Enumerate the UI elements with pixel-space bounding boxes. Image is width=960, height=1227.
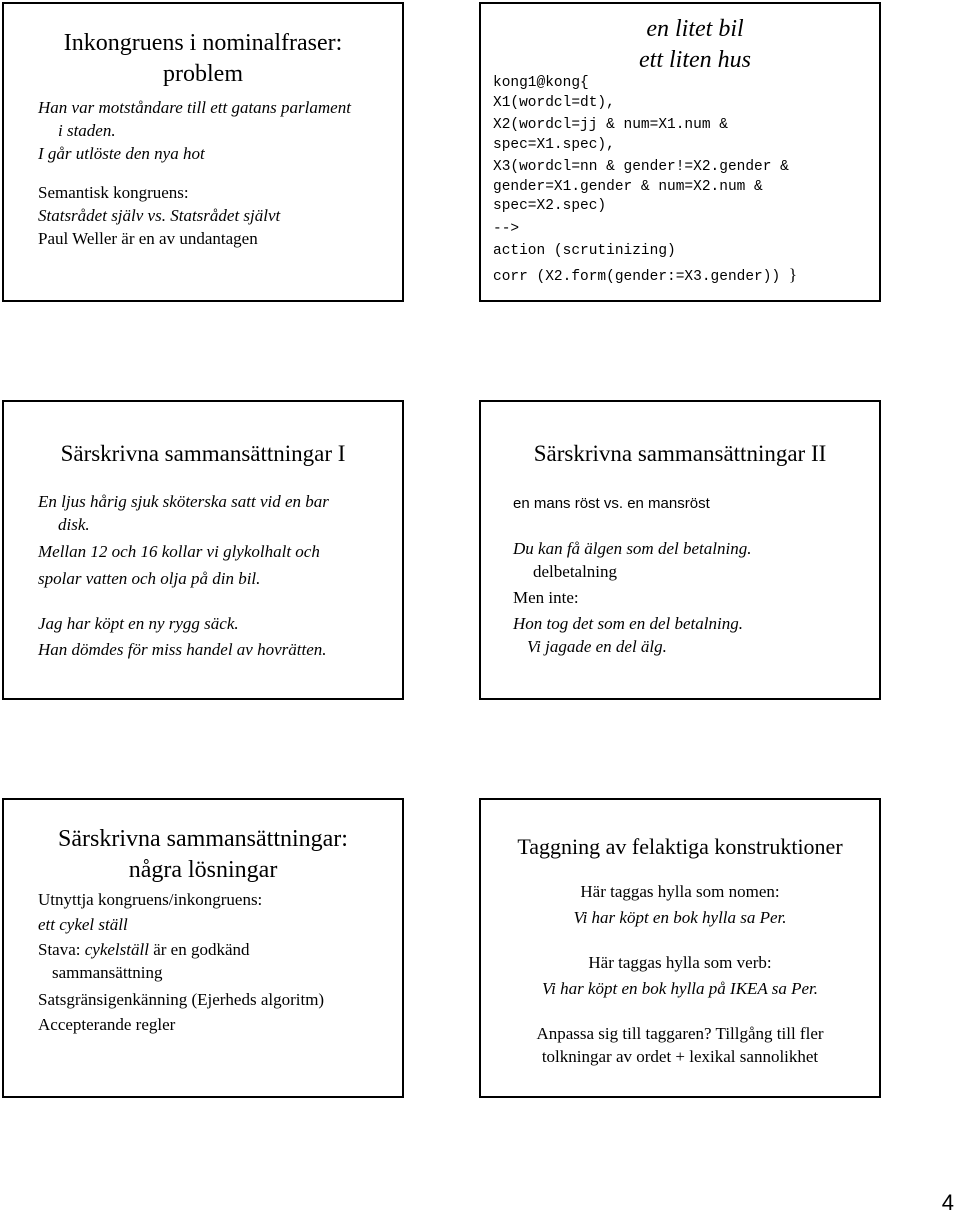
example-line: En ljus hårig sjuk sköterska satt vid en bar bbox=[38, 492, 329, 511]
example-line: Du kan få älgen som del betalning. bbox=[513, 539, 752, 558]
code-line: --> bbox=[493, 220, 520, 237]
text-line: Paul Weller är en av undantagen bbox=[38, 229, 258, 248]
slide-body bbox=[513, 492, 873, 658]
slide-title: Taggning av felaktiga konstruktioner bbox=[517, 834, 843, 859]
text-line: Satsgränsigenkänning (Ejerheds algoritm) bbox=[38, 990, 325, 1009]
code-block bbox=[493, 74, 873, 287]
text-line: Här taggas hylla som nomen: bbox=[580, 882, 780, 901]
text-line: Accepterande regler bbox=[38, 1015, 176, 1034]
slide-sarskrivna-1 bbox=[2, 400, 404, 700]
code-line: kong1@kong{ bbox=[493, 75, 589, 91]
slide-sarskrivna-losningar bbox=[2, 798, 404, 1098]
example-line: Han dömdes för miss handel av hovrätten. bbox=[38, 640, 327, 659]
slide-sarskrivna-2 bbox=[479, 400, 881, 700]
slide-title: Särskrivna sammansättningar: några lösningar bbox=[58, 826, 348, 883]
slide-taggning bbox=[479, 798, 881, 1098]
example-line: Han var motståndare till ett gatans parlament bbox=[38, 98, 351, 117]
code-line: action (scrutinizing) bbox=[493, 243, 676, 259]
example-line: Vi har köpt en bok hylla på IKEA sa Per. bbox=[541, 979, 819, 998]
slide-title: Särskrivna sammansättningar I bbox=[60, 441, 346, 466]
text-line: Semantisk kongruens: bbox=[38, 183, 189, 202]
code-line: corr (X2.form(gender:=X3.gender)) } bbox=[493, 264, 798, 285]
text-line: delbetalning bbox=[533, 562, 618, 581]
slide-inkongruens-problem bbox=[2, 2, 404, 302]
example-line: Statsrådet själv vs. Statsrådet självt bbox=[38, 206, 281, 225]
example-line: Mellan 12 och 16 kollar vi glykolhalt och bbox=[38, 542, 320, 561]
example-line: i staden. bbox=[58, 121, 116, 140]
code-line: X2(wordcl=jj & num=X1.num & bbox=[493, 117, 728, 133]
slide-title: Inkongruens i nominalfraser: problem bbox=[63, 30, 343, 87]
text-line: Anpassa sig till taggaren? Tillgång till fler bbox=[536, 1024, 824, 1043]
slide-body bbox=[481, 880, 879, 1068]
code-line: spec=X2.spec) bbox=[493, 198, 607, 214]
text-line: Här taggas hylla som verb: bbox=[588, 953, 772, 972]
example-line: spolar vatten och olja på din bil. bbox=[38, 569, 261, 588]
text-line: Men inte: bbox=[513, 588, 579, 607]
example-line: Vi jagade en del älg. bbox=[527, 637, 667, 656]
text-line: en mans röst vs. en mansröst bbox=[513, 495, 710, 512]
code-line: spec=X1.spec), bbox=[493, 136, 615, 153]
page-number: 4 bbox=[941, 1190, 954, 1215]
closing-brace: } bbox=[788, 264, 798, 284]
slide-body bbox=[38, 490, 398, 661]
example-line: Hon tog det som en del betalning. bbox=[513, 614, 743, 633]
text-line: Stava: cykelställ är en godkänd bbox=[38, 940, 250, 959]
text-line: sammansättning bbox=[52, 963, 163, 982]
code-line: gender=X1.gender & num=X2.num & bbox=[493, 178, 763, 195]
slide-body bbox=[38, 888, 398, 1036]
example-line: I går utlöste den nya hot bbox=[38, 144, 205, 163]
text-line: tolkningar av ordet + lexikal sannolikhet bbox=[541, 1047, 819, 1066]
example-line: Vi har köpt en bok hylla sa Per. bbox=[573, 908, 787, 927]
code-line: X3(wordcl=nn & gender!=X2.gender & bbox=[493, 159, 789, 175]
slide-kong-rule bbox=[479, 2, 881, 302]
slide-body bbox=[38, 96, 398, 250]
slide-title: en litet bil ett liten hus bbox=[639, 16, 751, 73]
text-line: Utnyttja kongruens/inkongruens: bbox=[38, 890, 263, 909]
code-line: X1(wordcl=dt), bbox=[493, 94, 615, 111]
example-line: disk. bbox=[58, 515, 90, 534]
example-line: ett cykel ställ bbox=[38, 915, 128, 934]
example-line: Jag har köpt en ny rygg säck. bbox=[38, 614, 239, 633]
slide-title: Särskrivna sammansättningar II bbox=[533, 441, 827, 466]
